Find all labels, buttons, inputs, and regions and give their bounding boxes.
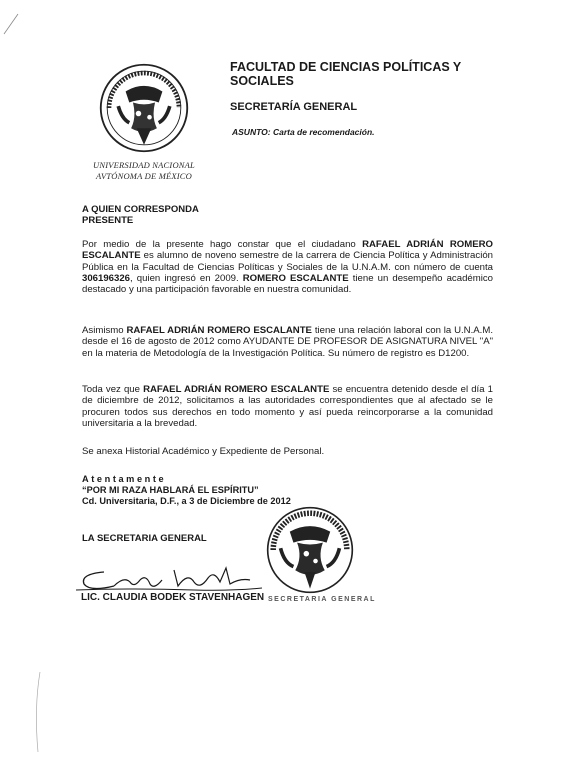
paragraph-detention	[82, 384, 493, 429]
paragraph-text: tiene una relación laboral con la U.N.A.M. desde el 16 de agosto de 2012 como AYUDANTE DE PROFESOR DE ASIGNATURA NIVEL "A" en la materia de Metodología de la Investigación Política. Su número de registro es D1200.	[82, 325, 494, 359]
faculty-heading: FACULTAD DE CIENCIAS POLÍTICAS Y SOCIALES	[230, 60, 462, 88]
secretariat-heading: SECRETARÍA GENERAL	[230, 101, 358, 113]
paragraph-text: tiene un desempeño académico destacado y una participación favorable en nuestra comunidad.	[82, 272, 493, 296]
student-name: RAFAEL ADRIÁN ROMERO ESCALANTE	[82, 239, 493, 262]
university-name	[80, 160, 208, 182]
unam-seal-logo	[98, 62, 190, 154]
paragraph-employment	[82, 325, 493, 359]
closing-block	[82, 474, 291, 507]
closing-place-date: Cd. Universitaria, D.F., a 3 de Diciembre de 2012	[82, 496, 291, 506]
unam-stamp-seal	[262, 504, 358, 596]
paragraph-text: es alumno de noveno semestre de la carrera de Ciencia Política y Administración Pública en la Facultad de Ciencias Políticas y Sociales de la U.N.A.M. con número de cuenta	[82, 250, 493, 273]
subject-label: ASUNTO:	[232, 127, 271, 137]
addressee-block	[82, 204, 199, 226]
paragraph-attachments: Se anexa Historial Académico y Expediente de Personal.	[82, 446, 325, 457]
paragraph-text: Por medio de la presente hago constar que el ciudadano	[82, 239, 363, 250]
paragraph-text: , quien ingresó en 2009.	[130, 272, 243, 284]
addressee-line1: A QUIEN CORRESPONDA	[82, 204, 199, 215]
student-surname: ROMERO ESCALANTE	[242, 272, 349, 284]
account-number: 306196326	[82, 272, 131, 284]
addressee-line2: PRESENTE	[82, 215, 134, 226]
paragraph-text: se encuentra detenido desde el día 1 de diciembre de 2012, solicitamos a las autoridades correspondientes que al afectado se le procuren todos sus derechos en todo momento y así pueda reincorporarse a la comunidad universitaria a la brevedad.	[82, 384, 493, 429]
paragraph-text: Asimismo	[82, 325, 127, 336]
subject-line	[232, 127, 375, 137]
paragraph-enrollment	[82, 239, 493, 295]
student-name: RAFAEL ADRIÁN ROMERO ESCALANTE	[126, 325, 312, 336]
student-name: RAFAEL ADRIÁN ROMERO ESCALANTE	[143, 384, 330, 395]
scan-corner-mark	[0, 0, 30, 40]
university-name-line1: UNIVERSIDAD NACIONAL	[93, 160, 195, 170]
handwritten-signature	[74, 560, 264, 596]
university-name-line2: AVTÓNOMA DE MÉXICO	[95, 171, 193, 181]
stamp-caption: SECRETARIA GENERAL	[268, 596, 376, 603]
signatory-name: LIC. CLAUDIA BODEK STAVENHAGEN	[81, 592, 265, 603]
paragraph-text: Toda vez que	[82, 384, 144, 395]
closing-salutation: Atentamente	[82, 474, 167, 484]
closing-motto: “POR MI RAZA HABLARÁ EL ESPÍRITU”	[82, 485, 259, 495]
subject-value: Carta de recomendación.	[272, 127, 375, 137]
signatory-role: LA SECRETARIA GENERAL	[82, 533, 207, 544]
scan-margin-mark	[30, 668, 50, 758]
